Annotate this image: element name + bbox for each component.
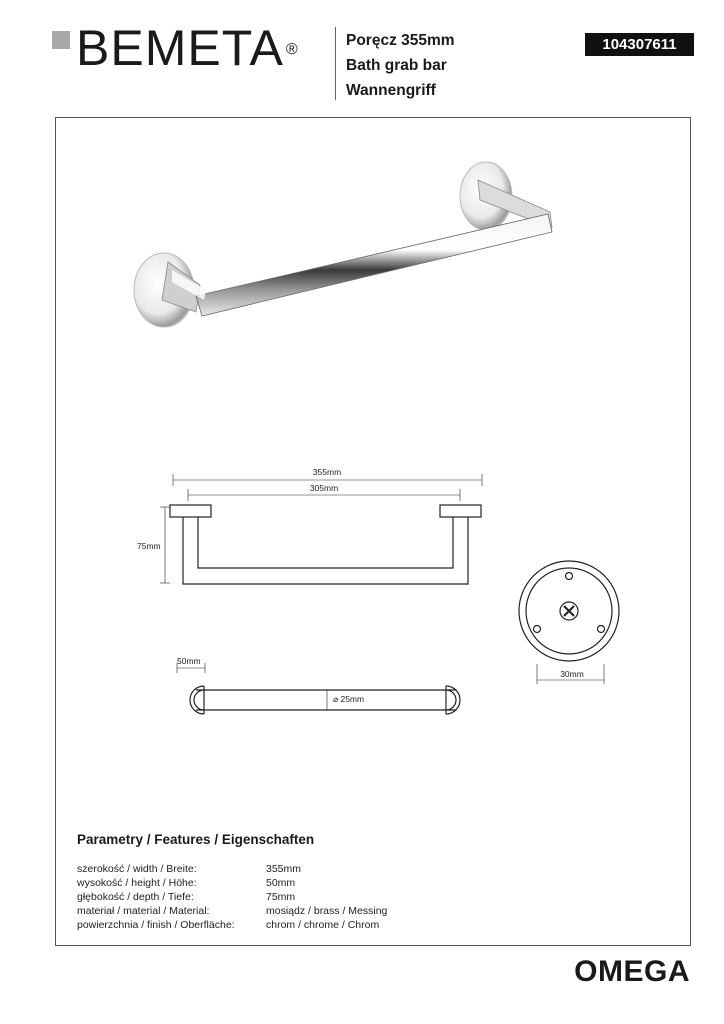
series-name: OMEGA bbox=[574, 955, 690, 988]
dim-total-length: 355mm bbox=[312, 467, 342, 477]
dim-rose-diameter: 50mm bbox=[177, 656, 201, 666]
feature-label: szerokość / width / Breite: bbox=[77, 863, 197, 875]
top-view-drawing bbox=[177, 663, 460, 714]
feature-label: powierzchnia / finish / Oberfläche: bbox=[77, 919, 235, 931]
feature-label: materiał / material / Material: bbox=[77, 905, 210, 917]
product-photo bbox=[134, 162, 552, 327]
product-title-en: Bath grab bar bbox=[346, 57, 447, 74]
dim-tube-diameter: ⌀ 25mm bbox=[333, 694, 365, 704]
feature-value: 75mm bbox=[266, 891, 296, 903]
features-labels bbox=[77, 862, 235, 932]
feature-value: mosiądz / brass / Messing bbox=[266, 905, 388, 917]
features-title: Parametry / Features / Eigenschaften bbox=[77, 832, 315, 847]
product-title-pl: Poręcz 355mm bbox=[346, 32, 455, 49]
feature-label: głębokość / depth / Tiefe: bbox=[77, 891, 194, 903]
brand-logo: BEMETA ® bbox=[76, 20, 299, 76]
feature-value: chrom / chrome / Chrom bbox=[266, 919, 380, 931]
feature-value: 355mm bbox=[266, 863, 302, 875]
product-code: 104307611 bbox=[585, 33, 694, 56]
features-values bbox=[266, 862, 387, 932]
rose-front-view bbox=[519, 561, 619, 684]
product-title-de: Wannengriff bbox=[346, 82, 436, 99]
dim-depth: 75mm bbox=[137, 541, 161, 551]
feature-label: wysokość / height / Höhe: bbox=[77, 877, 197, 889]
dim-inner-length: 305mm bbox=[309, 483, 339, 493]
dim-rose-height: 30mm bbox=[560, 669, 584, 679]
feature-value: 50mm bbox=[266, 877, 296, 889]
